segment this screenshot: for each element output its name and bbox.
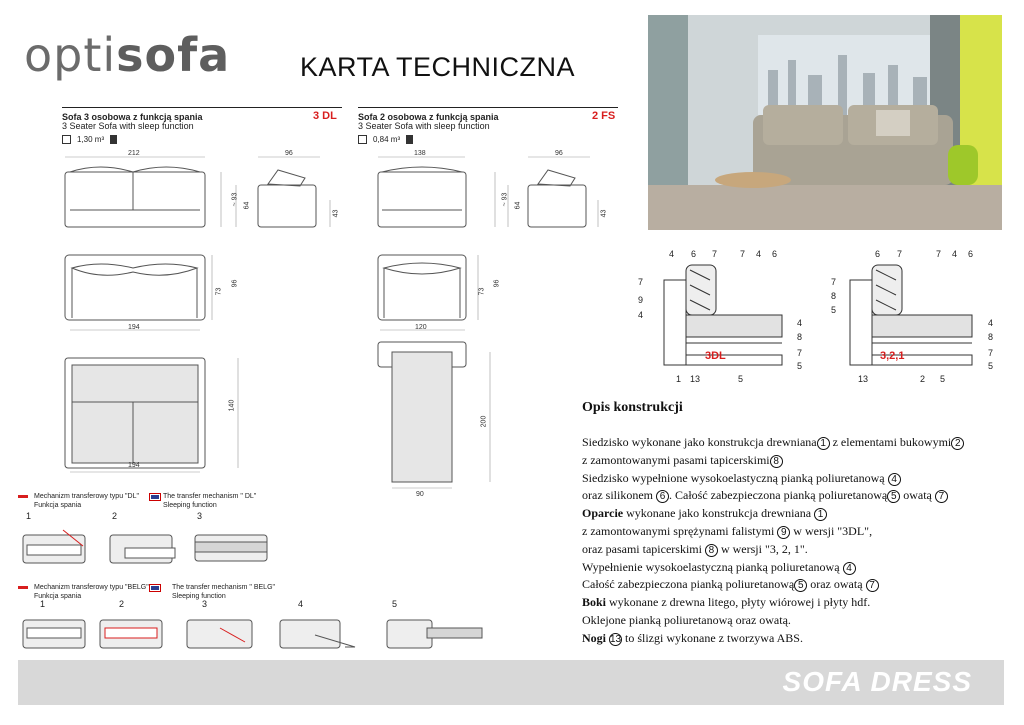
mechanism-step-illustration [195,535,267,561]
sofa-front-view [65,157,221,227]
part-number: 6 [656,490,669,503]
callout-number: 4 [988,318,994,328]
product-name: Sofa 3 osobowa z funkcją spania [62,112,203,122]
sofa-top-view [378,255,478,330]
dim-top-depth: 73 [478,287,486,296]
callout-number: 7 [897,249,903,259]
part-number: 5 [887,490,900,503]
dim-bed-width: 90 [416,491,424,498]
description-line: z zamontowanymi pasami tapicerskimi 8 [582,452,1002,470]
construction-description [582,434,1002,648]
footer-bar [18,660,1004,705]
dim-seat-height: 64 [243,201,251,210]
description-line: Nogi 13 to ślizgi wykonane z tworzywa ABS. [582,630,803,645]
step-number: 1 [26,511,32,521]
dim-front-width: 212 [128,150,140,157]
mechanism-title-en: The transfer mechanism " DL" Sleeping function [163,493,257,509]
mechanism-step-illustration [100,620,162,648]
product-subtitle: 3 Seater Sofa with sleep function [62,121,194,131]
dim-side-height: 43 [332,209,340,218]
sofa-side-view [508,157,598,227]
description-line: Całość zabezpieczona pianką poliuretanową 5 oraz owatą 7 [582,576,1002,594]
description-line: oraz pasami tapicerskimi 8 w wersji "3, 2, 1". [582,541,808,556]
description-line: Siedzisko wykonane jako konstrukcja drewniana 1 z elementami bukowymi 2 [582,434,1002,452]
part-number: 8 [770,455,783,468]
dim-height: ~ 93 [501,192,509,207]
volume-value: 1,30 m³ [77,135,105,144]
callout-number: 4 [638,310,644,320]
dim-bed-width: 194 [128,462,140,469]
dim-depth: 96 [285,150,293,157]
callout-number: 4 [797,318,803,328]
dim-top-width: 120 [415,324,427,331]
callout-number: 1 [676,374,682,384]
mechanism-title-en: The transfer mechanism " BELG" Sleeping function [172,584,276,600]
construction-heading: Opis konstrukcji [582,400,683,415]
mechanism-step-illustration [23,530,85,563]
callout-number: 5 [988,361,994,371]
technical-drawings [0,140,640,505]
sofa-bed-view [378,342,490,488]
description-line: z zamontowanymi sprężynami falistymi 9 w wersji "3DL", [582,523,873,538]
part-number: 2 [951,437,964,450]
dim-top-depth-full: 96 [231,279,239,288]
step-number: 5 [392,599,398,609]
dim-side-height: 43 [600,209,608,218]
mechanism-step-illustration [110,535,175,563]
callout-number: 7 [712,249,718,259]
description-line: oraz silikonem 6 . Całość zabezpieczona pianką poliuretanową 5 owatą 7 [582,487,1002,505]
part-number: 1 [814,508,827,521]
callout-number: 6 [691,249,697,259]
flag-uk-icon [150,494,160,500]
callout-number: 7 [988,348,994,358]
product-code: 3 DL [313,110,337,122]
brand-logo: optisofa [24,28,231,82]
product-code: 2 FS [592,110,616,122]
dim-height: ~ 93 [231,192,239,207]
sofa-bed-view [65,358,238,472]
callout-number: 9 [638,295,644,305]
callout-number: 4 [756,249,762,259]
product-name: Sofa 2 osobowa z funkcją spania [358,112,499,122]
mechanism-step-illustration [187,620,252,648]
callout-number: 7 [638,277,644,287]
callout-number: 4 [669,249,675,259]
dim-front-width: 138 [414,150,426,157]
callout-number: 8 [797,332,803,342]
product-subtitle: 3 Seater Sofa with sleep function [358,121,490,131]
callout-number: 5 [738,374,744,384]
dim-seat-height: 64 [514,201,522,210]
callout-number: 5 [797,361,803,371]
mechanism-title-pl: Mechanizm transferowy typu "DL" Funkcja spania [34,493,139,509]
callout-number: 4 [952,249,958,259]
part-number: 7 [935,490,948,503]
mechanism-step-illustration [23,620,85,648]
flag-pl-icon [18,495,28,498]
product-photo [648,15,1002,230]
cross-section-321 [850,265,972,365]
callout-number: 7 [831,277,837,287]
callout-number: 2 [920,374,926,384]
callout-number: 6 [968,249,974,259]
callout-number: 13 [690,374,701,384]
callout-number: 5 [831,305,837,315]
dim-bed-length: 200 [480,415,488,428]
step-number: 4 [298,599,304,609]
volume-value: 0,84 m³ [373,135,401,144]
section-label-3dl: 3DL [705,350,726,362]
dim-top-depth: 73 [215,287,223,296]
part-number: 8 [705,544,718,557]
callout-number: 8 [988,332,994,342]
page-title: KARTA TECHNICZNA [300,52,576,82]
description-line: Siedzisko wypełnione wysokoelastyczną pianką poliuretanową 4 [582,470,1002,488]
dim-bed-length: 140 [228,399,236,412]
mechanism-step-illustration [280,620,355,648]
dim-top-width: 194 [128,324,140,331]
callout-number: 13 [858,374,869,384]
cross-sections [630,245,1010,390]
step-number: 2 [112,511,118,521]
step-number: 1 [40,599,46,609]
footer-product-name: SOFA DRESS [782,666,972,697]
part-number: 5 [794,579,807,592]
callout-number: 7 [740,249,746,259]
description-line: Wypełnienie wysokoelastyczną pianką poliuretanową 4 [582,559,1002,577]
part-number: 4 [843,562,856,575]
callout-number: 8 [831,291,837,301]
callout-number: 7 [797,348,803,358]
callout-number: 7 [936,249,942,259]
step-number: 3 [202,599,208,609]
sofa-side-view [236,157,330,227]
part-number: 4 [888,473,901,486]
description-line: Boki wykonane z drewna litego, płyty wiórowej i płyty hdf. [582,595,871,610]
sofa-front-view [378,157,495,227]
sofa-top-view [65,255,212,330]
description-line: Oparcie wykonane jako konstrukcja drewniana 1 [582,505,1002,523]
product-divider [62,107,342,108]
step-number: 2 [119,599,125,609]
mechanism-illustrations [15,520,485,655]
step-number: 3 [197,511,203,521]
mechanism-title-pl: Mechanizm transferowy typu "BELG" Funkcja spania [34,584,149,600]
callout-number: 5 [940,374,946,384]
callout-number: 6 [875,249,881,259]
product-divider [358,107,618,108]
callout-number: 6 [772,249,778,259]
dim-depth: 96 [555,150,563,157]
part-number: 7 [866,579,879,592]
part-number: 13 [610,633,622,645]
mechanism-step-illustration [387,620,482,648]
dim-top-depth-full: 96 [493,279,501,288]
part-number: 9 [777,526,790,539]
part-number: 1 [817,437,830,450]
description-line: Oklejone pianką poliuretanową oraz owatą. [582,612,791,627]
section-label-321: 3,2,1 [880,350,905,362]
